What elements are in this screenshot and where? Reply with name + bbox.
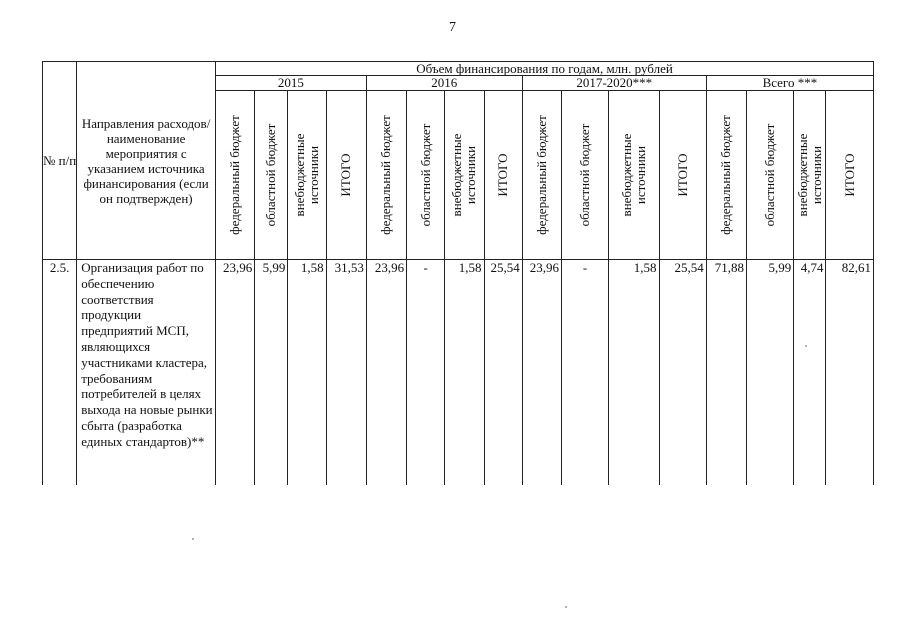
row-number: 2.5. [43,260,77,486]
federal-2017-2020-value: 23,96 [522,260,561,486]
regional-budget-header-all: областной бюджет [747,91,794,260]
table-row [43,260,874,486]
page-number: 7 [449,20,456,35]
total-header-2015: ИТОГО [326,91,366,260]
scan-speck [805,345,807,347]
extrabudget-header-2016: внебюджетные источники [445,91,484,260]
federal-budget-header-2016: федеральный бюджет [366,91,406,260]
total-header-2017-2020: ИТОГО [659,91,706,260]
federal-budget-header-2015: федеральный бюджет [216,91,255,260]
extrabudget-header-all: внебюджетные источники [794,91,826,260]
scan-speck [565,606,567,608]
total-2015-value: 31,53 [326,260,366,486]
regional-budget-header-2016: областной бюджет [407,91,445,260]
regional-all-value: 5,99 [747,260,794,486]
year-2016-header: 2016 [366,76,522,91]
extrabudget-header-2017-2020: внебюджетные источники [609,91,659,260]
total-header-all: ИТОГО [826,91,874,260]
regional-2015-value: 5,99 [255,260,288,486]
federal-all-value: 71,88 [706,260,746,486]
year-2015-header: 2015 [216,76,367,91]
regional-budget-header-2015: областной бюджет [255,91,288,260]
total-2016-value: 25,54 [484,260,522,486]
measure-name: Организация работ по обеспечению соответствия продукции предприятий МСП, являющихся участниками кластера, требованиям потребителей в целях выхода на новые рынки сбыта (разработка единых стандартов)** [77,260,216,486]
federal-budget-header-2017-2020: федеральный бюджет [522,91,561,260]
total-2017-2020-value: 25,54 [659,260,706,486]
federal-2016-value: 23,96 [366,260,406,486]
funding-header: Объем финансирования по годам, млн. рублей [216,62,874,76]
regional-2016-value: - [407,260,445,486]
total-years-header: Всего *** [706,76,873,91]
extrabudget-2015-value: 1,58 [288,260,326,486]
federal-budget-header-all: федеральный бюджет [706,91,746,260]
extrabudget-2017-2020-value: 1,58 [609,260,659,486]
number-column-header: № п/п [43,62,77,260]
financing-table [42,61,874,485]
measure-column-header: Направления расходов/ наименование мероприятия с указанием источника финансирования (если он подтвержден) [77,62,216,260]
federal-2015-value: 23,96 [216,260,255,486]
scan-speck [192,538,194,540]
total-header-2016: ИТОГО [484,91,522,260]
extrabudget-header-2015: внебюджетные источники [288,91,326,260]
regional-2017-2020-value: - [561,260,608,486]
extrabudget-all-value: 4,74 [794,260,826,486]
extrabudget-2016-value: 1,58 [445,260,484,486]
year-2017-2020-header: 2017-2020*** [522,76,706,91]
total-all-value: 82,61 [826,260,874,486]
regional-budget-header-2017-2020: областной бюджет [561,91,608,260]
